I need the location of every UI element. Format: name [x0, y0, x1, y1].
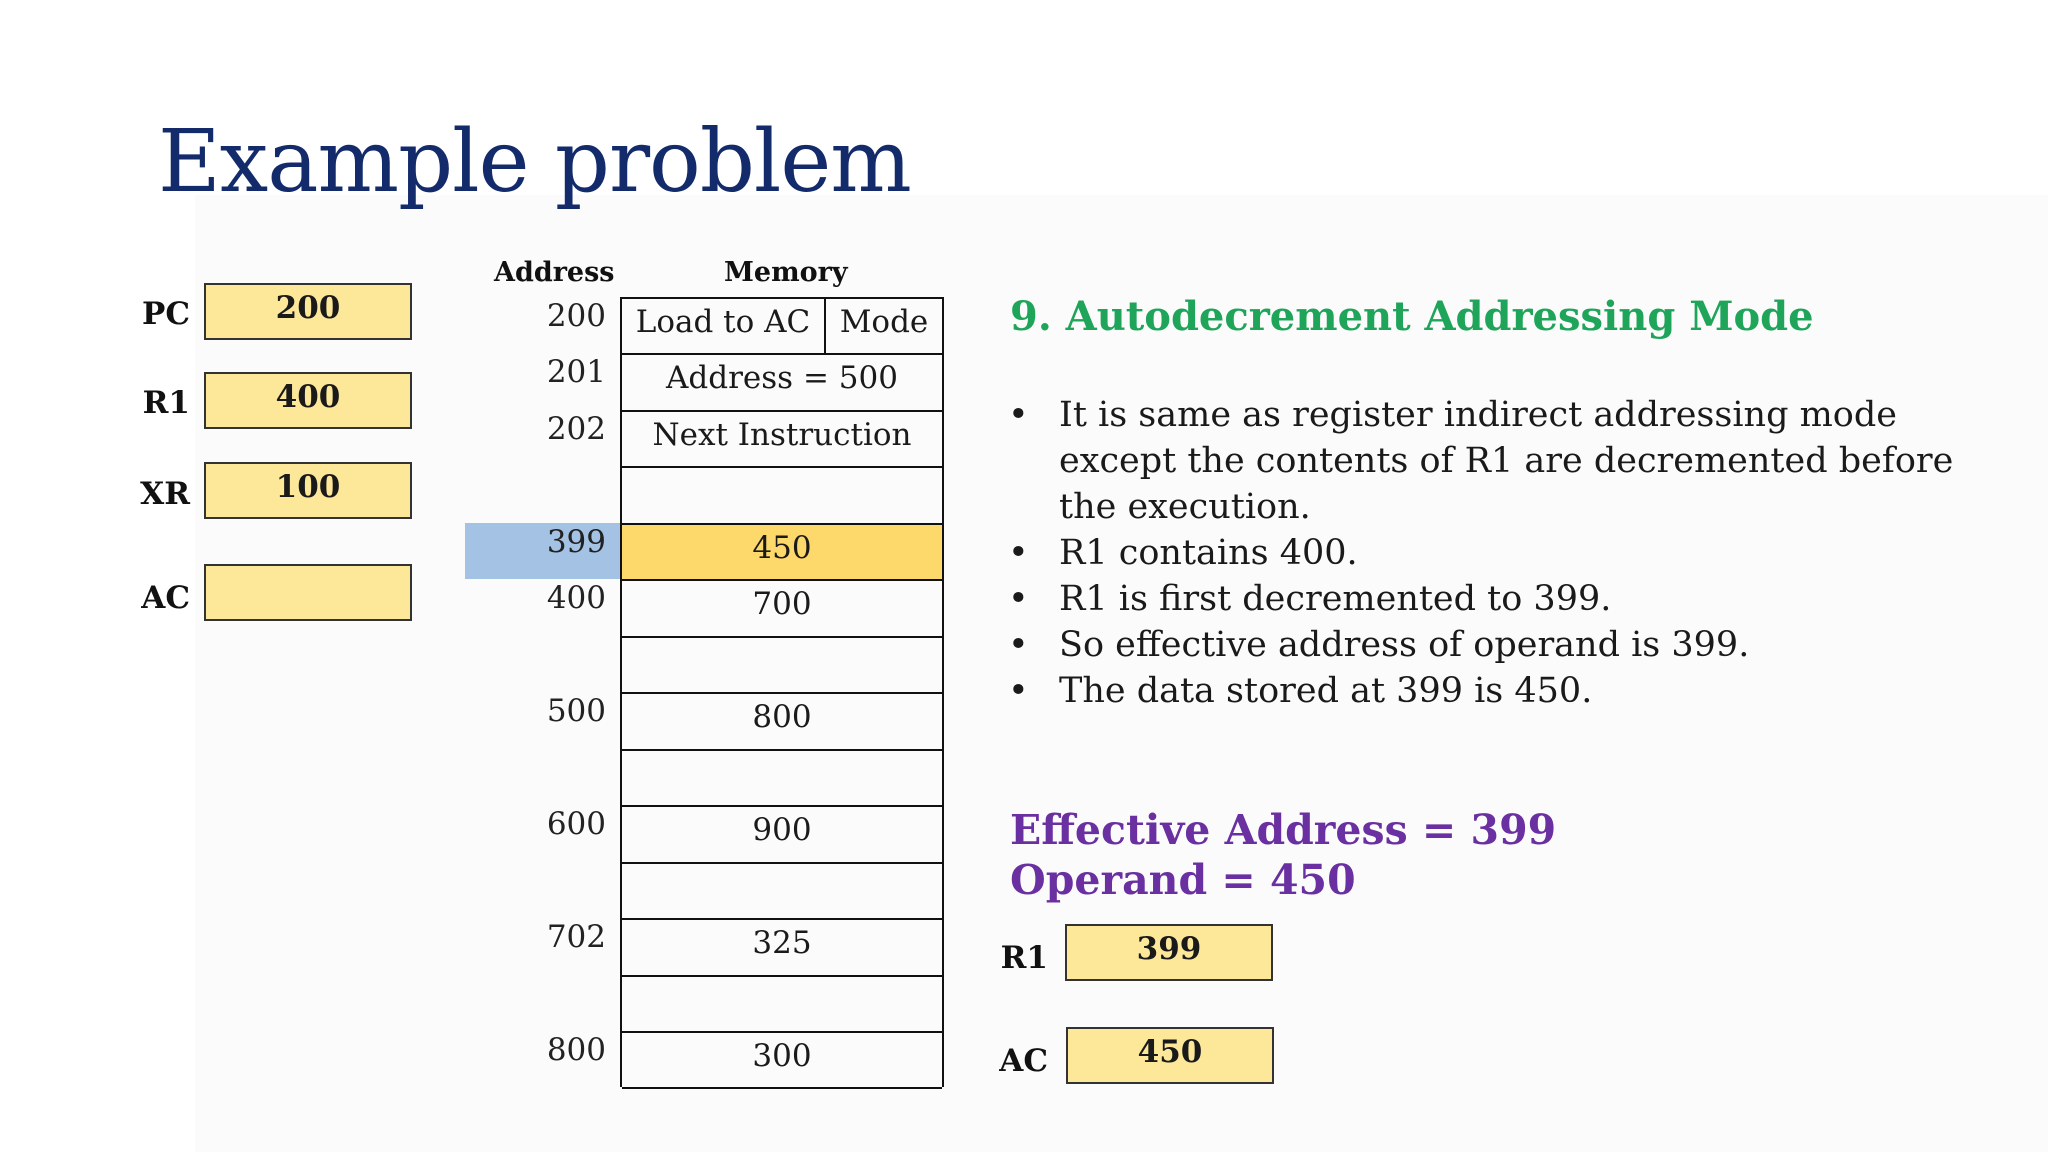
- bullet-item: [1005, 530, 1965, 576]
- memory-cell: [622, 975, 942, 1031]
- address-column-header: Address: [494, 257, 615, 288]
- memory-cell-200: [622, 297, 942, 353]
- address-label: 200: [546, 298, 606, 334]
- memory-cell: 800: [622, 692, 942, 748]
- memory-cell: [622, 749, 942, 805]
- memory-table: [620, 297, 944, 1087]
- bullet-icon: •: [1008, 395, 1029, 435]
- memory-cell: 300: [622, 1031, 942, 1089]
- register-label-xr: XR: [140, 476, 190, 512]
- register-value-pc: 200: [204, 283, 412, 340]
- memory-cell: [622, 636, 942, 692]
- bullet-item: [1005, 622, 1965, 668]
- bullet-icon: •: [1008, 533, 1029, 573]
- memory-cell-mode: Mode: [839, 304, 929, 340]
- section-title: 9. Autodecrement Addressing Mode: [1010, 293, 1814, 340]
- result-register-value-r1: 399: [1065, 924, 1273, 981]
- address-label: 600: [546, 806, 606, 842]
- register-value-xr: 100: [204, 462, 412, 519]
- memory-cell-highlighted: 450: [622, 523, 942, 579]
- memory-cell-opcode: Load to AC: [622, 299, 826, 353]
- register-label-ac: AC: [141, 580, 190, 616]
- address-label: 201: [546, 354, 606, 390]
- result-register-label-ac: AC: [999, 1043, 1048, 1079]
- bullet-icon: •: [1008, 671, 1029, 711]
- bullet-item: [1005, 392, 1965, 530]
- bullet-icon: •: [1008, 625, 1029, 665]
- operand-result: Operand = 450: [1010, 856, 1356, 904]
- register-label-r1: R1: [142, 385, 190, 421]
- address-label: 202: [546, 411, 606, 447]
- memory-cell: 325: [622, 918, 942, 974]
- address-label: 399: [546, 524, 606, 560]
- bullet-text: R1 contains 400.: [1059, 533, 1358, 573]
- register-label-pc: PC: [142, 296, 190, 332]
- register-value-r1: 400: [204, 372, 412, 429]
- bullet-text: R1 is first decremented to 399.: [1059, 579, 1612, 619]
- effective-address-result: Effective Address = 399: [1010, 806, 1557, 854]
- memory-cell: Address = 500: [622, 353, 942, 409]
- memory-cell: [622, 466, 942, 522]
- bullet-text: The data stored at 399 is 450.: [1059, 671, 1593, 711]
- address-label: 500: [546, 693, 606, 729]
- bullet-text: So effective address of operand is 399.: [1059, 625, 1750, 665]
- address-label: 400: [546, 580, 606, 616]
- slide-title: Example problem: [158, 112, 911, 212]
- memory-cell: [622, 862, 942, 918]
- result-register-label-r1: R1: [1000, 940, 1048, 976]
- register-value-ac: [204, 564, 412, 621]
- memory-column-header: Memory: [724, 257, 848, 288]
- bullet-text: It is same as register indirect addressing mode except the contents of R1 are decremented before the execution.: [1059, 395, 1954, 527]
- result-register-value-ac: 450: [1066, 1027, 1274, 1084]
- memory-cell: 700: [622, 579, 942, 635]
- address-label: 702: [546, 919, 606, 955]
- bullet-icon: •: [1008, 579, 1029, 619]
- memory-cell: 900: [622, 805, 942, 861]
- bullet-list: [1005, 392, 1965, 714]
- bullet-item: [1005, 668, 1965, 714]
- bullet-item: [1005, 576, 1965, 622]
- memory-cell: Next Instruction: [622, 410, 942, 466]
- address-label: 800: [546, 1032, 606, 1068]
